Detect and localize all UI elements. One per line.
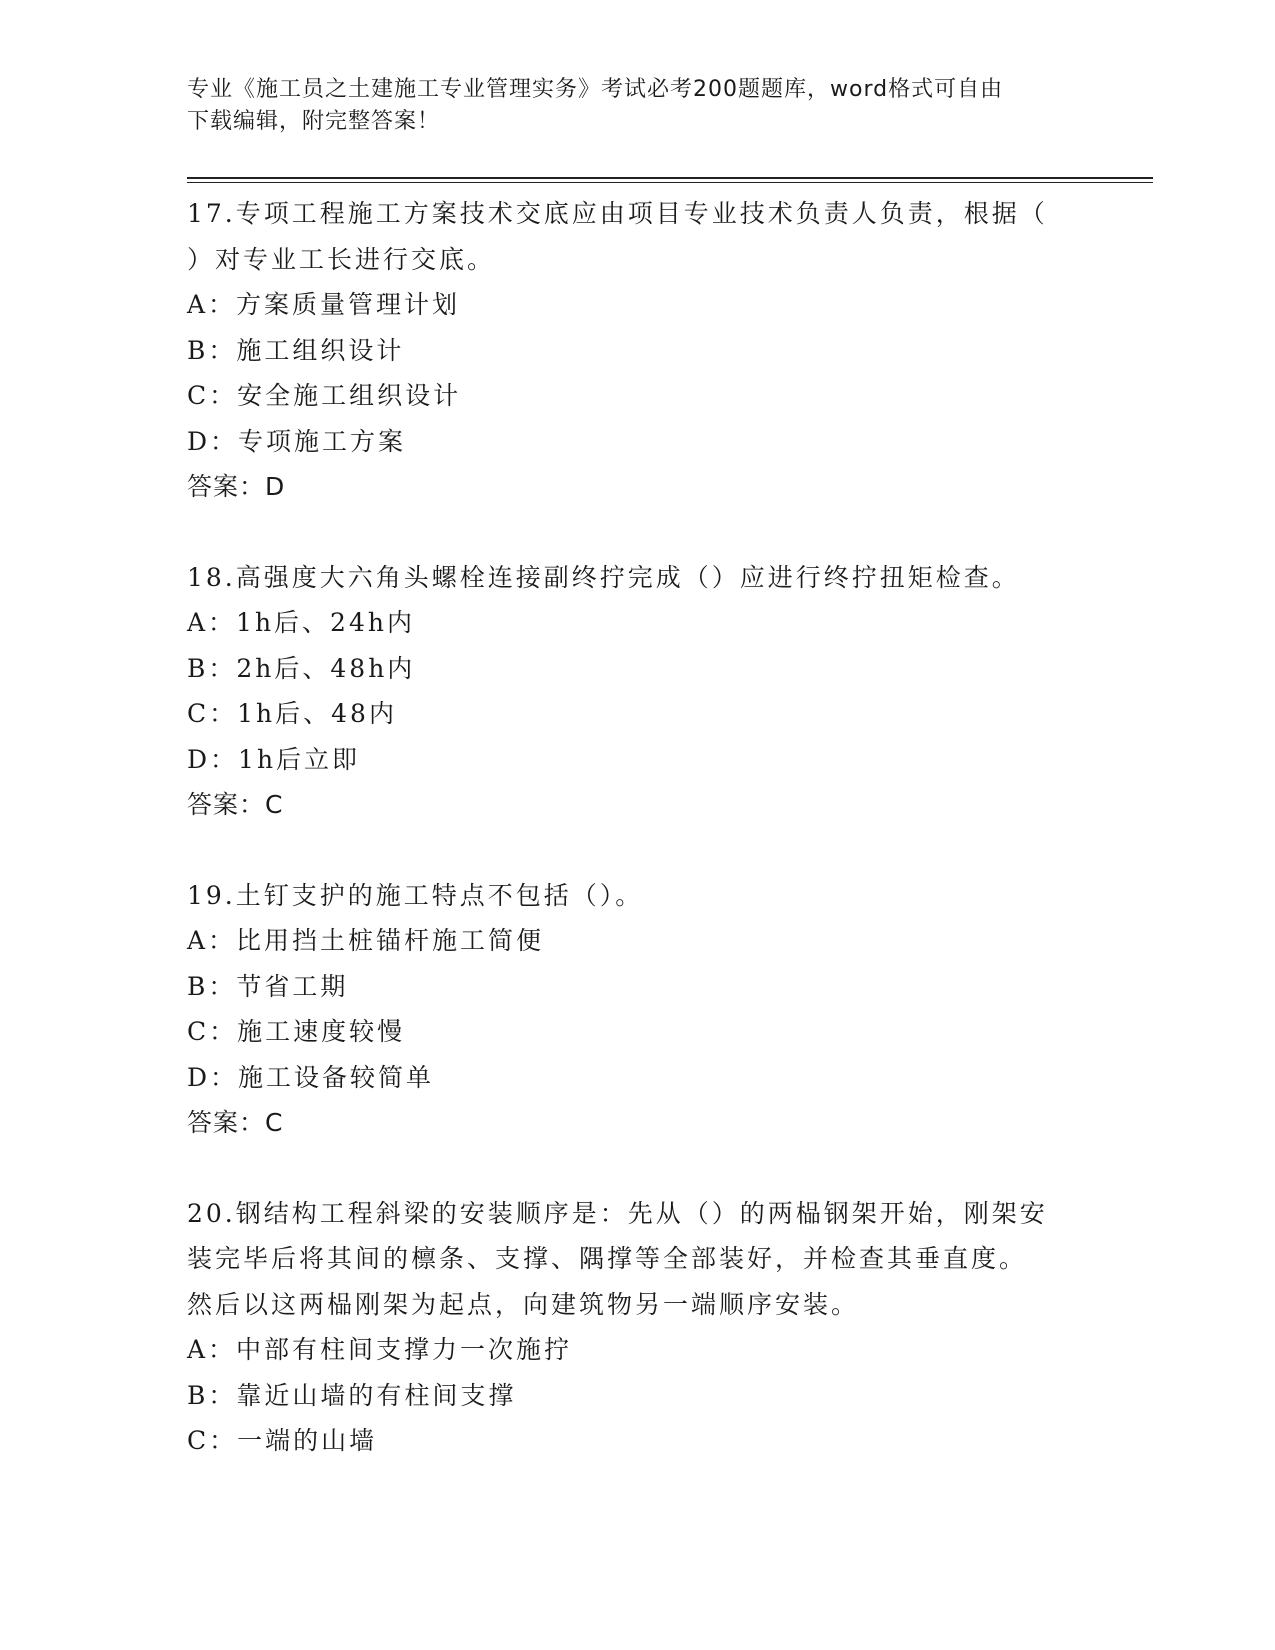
header-divider-thick bbox=[187, 177, 1153, 179]
option-b: B：2h后、48h内 bbox=[187, 653, 416, 683]
option-c: C：一端的山墙 bbox=[187, 1426, 378, 1455]
option-a: A：中部有柱间支撑力一次施拧 bbox=[187, 1335, 573, 1364]
option-a: A：比用挡土桩锚杆施工简便 bbox=[187, 926, 545, 955]
header-divider-thin bbox=[187, 182, 1153, 183]
question-stem-continued: 装完毕后将其间的檩条、支撑、隅撑等全部装好，并检查其垂直度。 bbox=[187, 1244, 1028, 1273]
answer-label: 答案：D bbox=[187, 472, 286, 501]
document-header bbox=[187, 74, 1067, 138]
option-d: D：专项施工方案 bbox=[187, 426, 407, 456]
question-stem: 20.钢结构工程斜梁的安装顺序是：先从（）的两榀钢架开始，刚架安 bbox=[187, 1198, 1048, 1228]
question-list bbox=[187, 191, 1087, 1509]
option-c: C：安全施工组织设计 bbox=[187, 381, 462, 410]
option-c: C：1h后、48内 bbox=[187, 699, 397, 728]
option-a: A：方案质量管理计划 bbox=[187, 290, 461, 319]
question-20 bbox=[187, 1191, 1087, 1464]
question-stem-continued: 然后以这两榀刚架为起点，向建筑物另一端顺序安装。 bbox=[187, 1289, 860, 1319]
header-line-1: 专业《施工员之土建施工专业管理实务》考试必考200题题库，word格式可自由 bbox=[187, 77, 1004, 102]
question-17 bbox=[187, 191, 1087, 510]
option-b: B：靠近山墙的有柱间支撑 bbox=[187, 1380, 517, 1410]
header-line-2: 下载编辑，附完整答案！ bbox=[187, 109, 441, 134]
option-a: A：1h后、24h内 bbox=[187, 608, 415, 637]
option-d: D：1h后立即 bbox=[187, 744, 361, 774]
answer-label: 答案：C bbox=[187, 1108, 284, 1137]
question-stem: 19.土钉支护的施工特点不包括（）。 bbox=[187, 880, 644, 910]
option-d: D：施工设备较简单 bbox=[187, 1062, 435, 1092]
question-stem: 18.高强度大六角头螺栓连接副终拧完成（）应进行终拧扭矩检查。 bbox=[187, 562, 1020, 592]
question-19 bbox=[187, 873, 1087, 1146]
option-c: C：施工速度较慢 bbox=[187, 1017, 406, 1046]
answer-label: 答案：C bbox=[187, 790, 284, 819]
question-stem-continued: ）对专业工长进行交底。 bbox=[187, 244, 496, 274]
option-b: B：施工组织设计 bbox=[187, 335, 405, 365]
option-b: B：节省工期 bbox=[187, 971, 349, 1001]
question-stem: 17.专项工程施工方案技术交底应由项目专业技术负责人负责，根据（ bbox=[187, 199, 1048, 228]
question-18 bbox=[187, 555, 1087, 828]
